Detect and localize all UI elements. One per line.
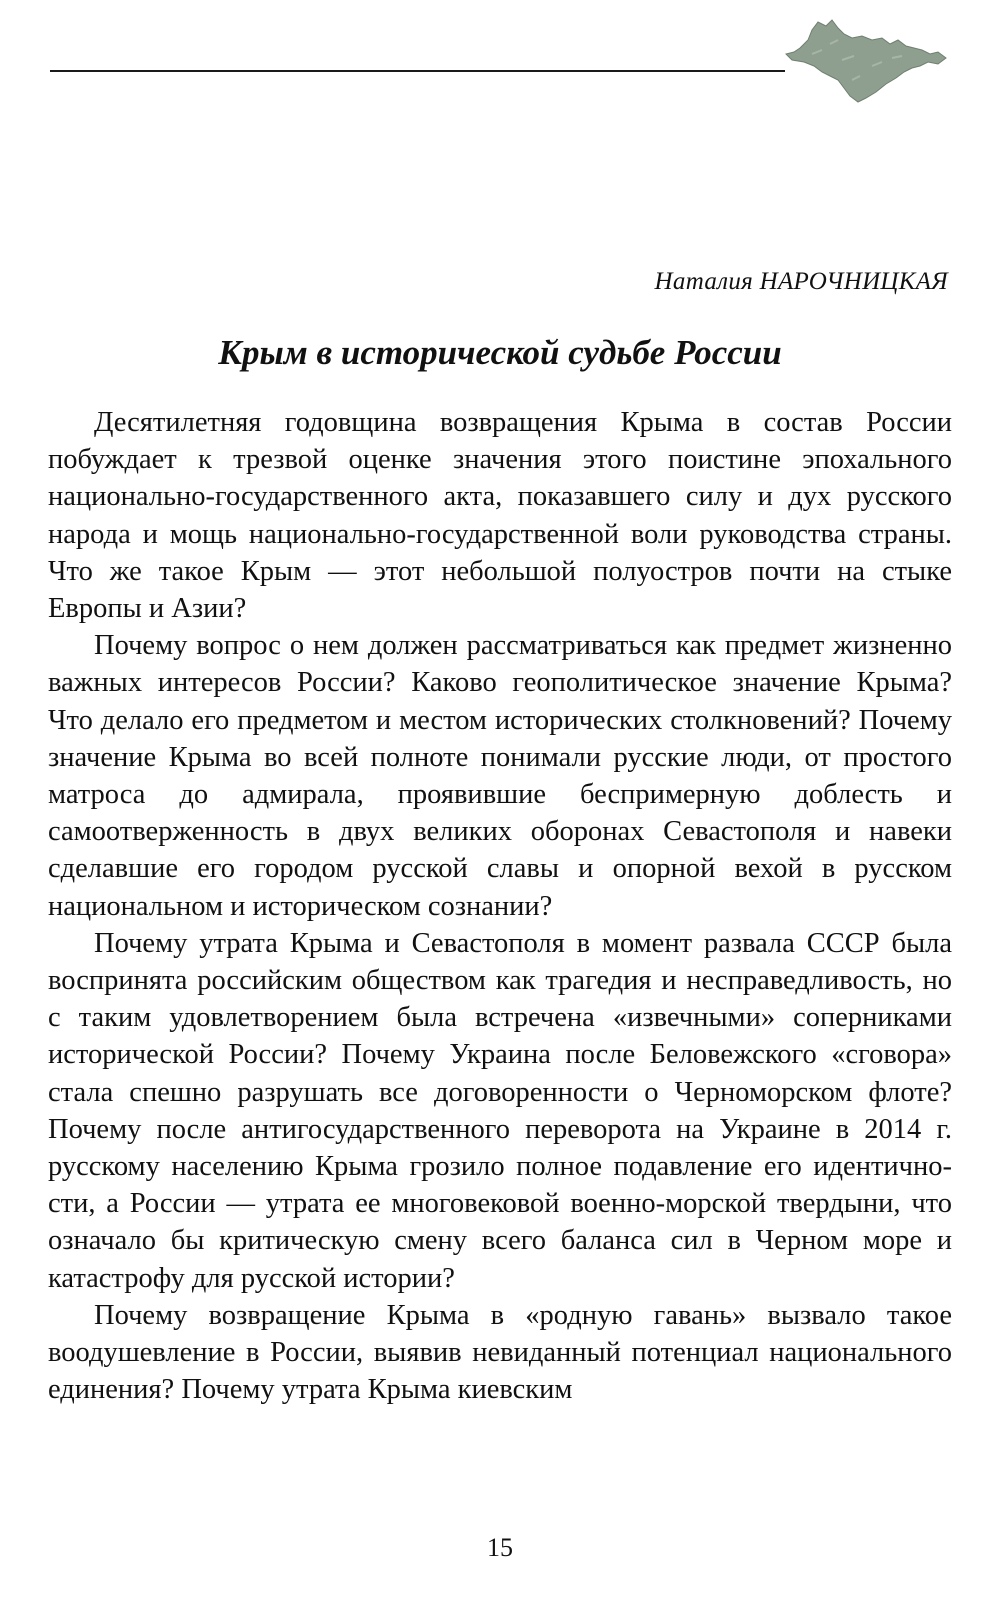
- paragraph: Почему вопрос о нем должен рассматриваться как предмет жизненно важных интересов России? Каково геополитическое значение Крыма? Что делало его предметом и местом исторических столкновений? Почему значение Крыма во всей полноте понимали русские люди, от простого матроса до адмирала, проявившие беспримерную доблесть и самоотверженность в двух великих оборонах Севастополя и навеки сделавшие его городом русской славы и опорной вехой в русском национальном и историческом сознании?: [48, 630, 952, 922]
- article-author: Наталия НАРОЧНИЦКАЯ: [654, 268, 948, 295]
- paragraph: Десятилетняя годовщина возвращения Крыма в состав России побуждает к трезвой оценке значения этого поистине эпохального национально-государственного акта, показавшего силу и дух русского народа и мощь национально-государственной воли руководства страны. Что же такое Крым — этот небольшой полуостров почти на стыке Европы и Азии?: [48, 407, 952, 625]
- paragraph: Почему утрата Крыма и Севастополя в момент развала СССР была воспринята российским обществом как трагедия и несправедливость, но с таким удовлетворением была встречена «извечными» соперниками исторической России? Почему Украина после Беловежского «сговора» стала спешно разрушать все договоренности о Черноморском флоте? Почему после антигосударственного переворота на Украине в 2014 г. русскому населению Крыма грозило полное подавление его идентичности, а России — утрата ее многовековой военно-морской твердыни, что означало бы критическую смену всего баланса сил в Черном море и катастрофу для русской истории?: [48, 927, 952, 1294]
- page-number: 15: [487, 1533, 513, 1562]
- article-title: Крым в исторической судьбе России: [218, 333, 782, 372]
- article-body: [48, 404, 952, 1408]
- crimea-map-icon: [782, 10, 952, 110]
- header-rule: [50, 70, 785, 72]
- paragraph: Почему возвращение Крыма в «родную гавань» вызвало такое воодушевление в России, выявив невиданный потенциал национального единения? Почему утрата Крыма киевским: [48, 1299, 952, 1406]
- crimea-peninsula-shape: [786, 20, 946, 102]
